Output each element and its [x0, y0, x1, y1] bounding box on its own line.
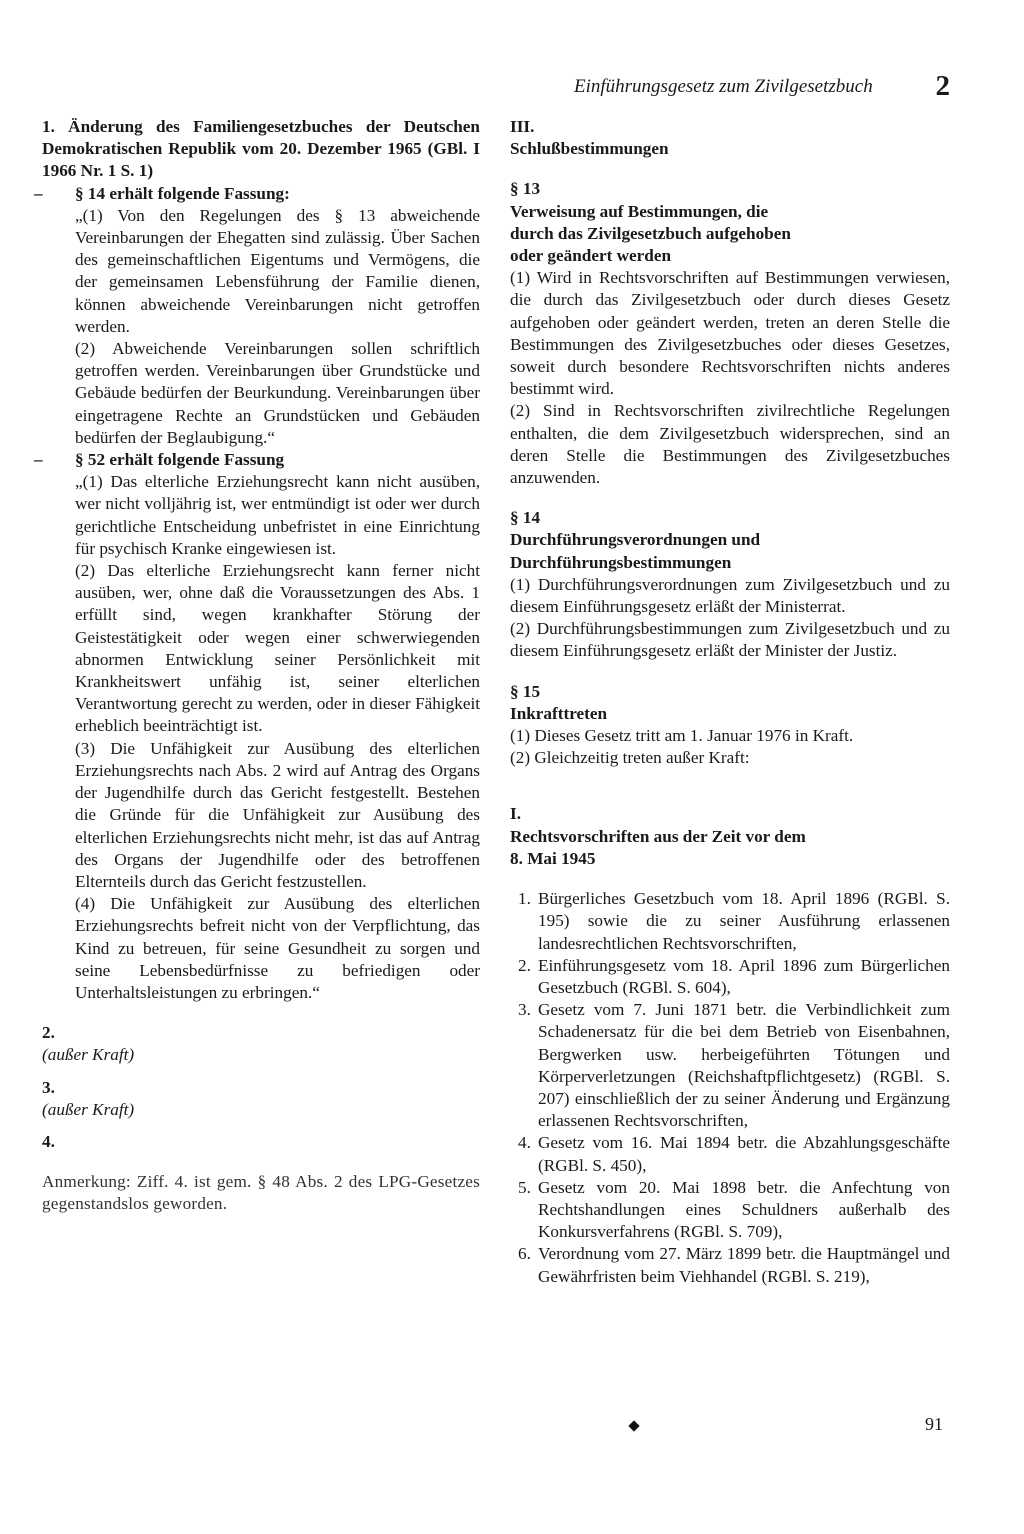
right-column	[510, 116, 950, 1288]
left-column	[34, 116, 480, 1216]
paragraph-14-title: Durchführungsverordnungen und Durchführungsbestimmungen	[510, 530, 761, 572]
section-3-number: 3.	[42, 1077, 55, 1097]
diamond-marker-icon	[628, 1420, 639, 1431]
paragraph-13-title: Verweisung auf Bestimmungen, die durch das Zivilgesetzbuch aufgehoben oder geändert werden	[510, 201, 791, 266]
paragraph-15-title: Inkrafttreten	[510, 703, 608, 723]
annotation-note: Anmerkung: Ziff. 4. ist gem. § 48 Abs. 2 des LPG-Gesetzes gegenstandslos geworden.	[42, 1172, 480, 1214]
paragraph-14-number: § 14	[510, 508, 541, 528]
repealed-laws-list	[510, 888, 950, 1288]
dash-bullet: –	[34, 450, 43, 470]
page-number: 91	[925, 1414, 943, 1434]
part-title: Schlußbestimmungen	[510, 139, 669, 159]
list-item: 1. Bürgerliches Gesetzbuch vom 18. April 1896 (RGBl. S. 195) sowie die zu seiner Ausführung erlassenen landesrechtlichen Rechtsvorschriften,	[518, 889, 950, 953]
paragraph: (1) Durchführungsverordnungen zum Zivilgesetzbuch und zu diesem Einführungsgesetz erläßt der Ministerrat.	[510, 574, 950, 617]
paragraph: (3) Die Unfähigkeit zur Ausübung des elterlichen Erziehungsrechts nach Abs. 2 wird auf Antrag des Organs der Jugendhilfe durch das Gericht festgestellt. Bestehen die Gründe für die Unfähigkeit zur Ausübung des elterlichen Erziehungsrechts nicht mehr, ist das auf Antrag des Organs der Jugendhilfe oder des betroffenen Elternteils durch das Gericht festzustellen.	[75, 738, 480, 891]
section-2-status: (außer Kraft)	[42, 1045, 135, 1065]
list-item: 4. Gesetz vom 16. Mai 1894 betr. die Abzahlungsgeschäfte (RGBl. S. 450),	[518, 1133, 950, 1175]
list-item: 6. Verordnung vom 27. März 1899 betr. die Hauptmängel und Gewährfristen beim Viehhandel (RGBl. S. 219),	[518, 1244, 950, 1286]
amendment-14	[34, 183, 480, 449]
chapter-number: 2	[935, 70, 950, 102]
section-2-number: 2.	[42, 1023, 55, 1043]
dash-bullet: –	[34, 183, 43, 203]
paragraph-15-number: § 15	[510, 681, 541, 701]
header-title: Einführungsgesetz zum Zivilgesetzbuch	[574, 76, 873, 97]
list-item: 3. Gesetz vom 7. Juni 1871 betr. die Verbindlichkeit zum Schadenersatz für die bei dem Betrieb von Eisenbahnen, Bergwerken usw. herbeigeführten Tötungen und Körperverletzungen (Reichshaftpflichtgesetz) (RGBl. S. 207) einschließlich der zu seiner Änderung und Ergänzung erlassenen Rechtsvorschriften,	[518, 1000, 950, 1131]
subpart-title: Rechtsvorschriften aus der Zeit vor dem 8. Mai 1945	[510, 826, 806, 868]
subpart-number: I.	[510, 804, 521, 824]
paragraph: (4) Die Unfähigkeit zur Ausübung des elterlichen Erziehungsrechts befreit nicht von der Verpflichtung, das Kind zu betreuen, für seine Gesundheit zu sorgen und seine Lebensbedürfnisse zu befriedigen oder Unterhaltsleistungen zu erbringen.“	[75, 894, 480, 1002]
section-1-heading: 1. Änderung des Familiengesetzbuches der Deutschen Demokratischen Republik vom 20. Dezember 1965 (GBl. I 1966 Nr. 1 S. 1)	[42, 117, 480, 181]
amendment-52-title: § 52 erhält folgende Fassung	[75, 450, 285, 470]
paragraph: (2) Gleichzeitig treten außer Kraft:	[510, 748, 750, 768]
paragraph: „(1) Das elterliche Erziehungsrecht kann nicht ausüben, wer nicht volljährig ist, wer entmündigt ist oder wer durch gerichtliche Entscheidung unbefristet in eine Einrichtung für psychisch Kranke eingewiesen ist.	[75, 472, 480, 558]
paragraph: (2) Sind in Rechtsvorschriften zivilrechtliche Regelungen enthalten, die dem Zivilgesetzbuch widersprechen, sind an deren Stelle die Bestimmungen des Zivilgesetzbuches anzuwenden.	[510, 401, 950, 488]
running-header	[574, 70, 954, 104]
list-item: 5. Gesetz vom 20. Mai 1898 betr. die Anfechtung von Rechtshandlungen eines Schuldners außerhalb des Konkursverfahrens (RGBl. S. 709),	[518, 1177, 950, 1242]
section-3-status: (außer Kraft)	[42, 1099, 135, 1119]
part-number: III.	[510, 117, 535, 136]
amendment-52	[34, 449, 480, 1004]
amendment-14-title: § 14 erhält folgende Fassung:	[75, 183, 290, 203]
paragraph: (2) Durchführungsbestimmungen zum Zivilgesetzbuch und zu diesem Einführungsgesetz erläßt der Minister der Justiz.	[510, 619, 950, 661]
paragraph: (2) Das elterliche Erziehungsrecht kann ferner nicht ausüben, wer, ohne daß die Voraussetzungen des Abs. 1 erfüllt sind, wegen krankhafter Störung der Geistestätigkeit oder wegen einer schwerwiegenden abnormen Entwicklung seiner Persönlichkeit mit Krankheitswert unfähig ist, seiner elterlichen Verantwortung gerecht zu werden, oder in dieser Fähigkeit erheblich beeinträchtigt ist.	[75, 561, 480, 736]
paragraph: (2) Abweichende Vereinbarungen sollen schriftlich getroffen werden. Vereinbarungen über Grundstücke und Gebäude bedürfen der Beurkundung. Vereinbarungen über eingetragene Rechte an Grundstücken und Gebäuden bedürfen der Beglaubigung.“	[75, 339, 480, 447]
section-4-number: 4.	[42, 1131, 55, 1151]
list-item: 2. Einführungsgesetz vom 18. April 1896 zum Bürgerlichen Gesetzbuch (RGBl. S. 604),	[518, 955, 950, 997]
paragraph: (1) Wird in Rechtsvorschriften auf Bestimmungen verwiesen, die durch das Zivilgesetzbuch oder durch dieses Gesetz aufgehoben oder geändert werden, treten an deren Stelle die Bestimmungen des Zivilgesetzbuches oder dieses Gesetzes, soweit durch besondere Rechtsvorschriften nichts anderes bestimmt wird.	[510, 268, 950, 399]
paragraph-13-number: § 13	[510, 179, 541, 199]
paragraph: (1) Dieses Gesetz tritt am 1. Januar 1976 in Kraft.	[510, 726, 854, 746]
paragraph: „(1) Von den Regelungen des § 13 abweichende Vereinbarungen der Ehegatten sind zulässig. Über Sachen des gemeinschaftlichen Eigentums und Vermögens, die der gemeinsamen Lebensführung der Familie dienen, können abweichende Vereinbarungen nicht getroffen werden.	[75, 205, 480, 336]
